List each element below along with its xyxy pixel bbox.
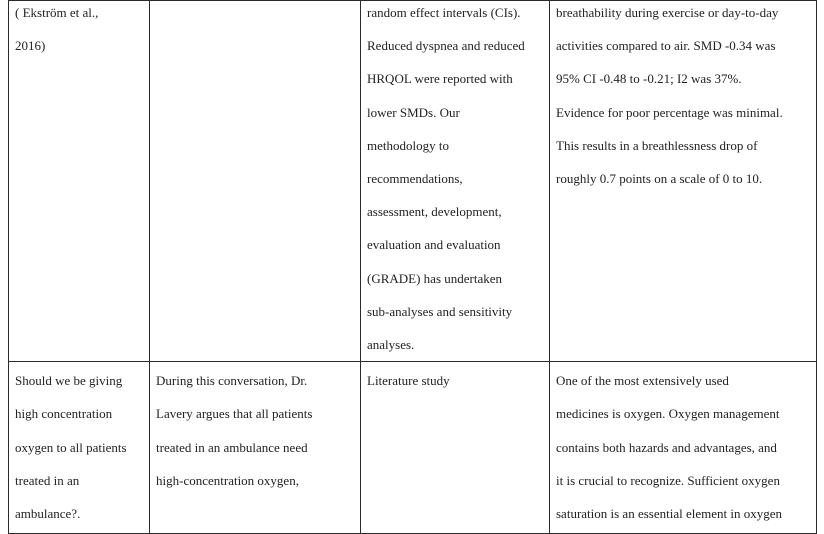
cell-line: Evidence for poor percentage was minimal. bbox=[556, 104, 783, 120]
cell-line: lower SMDs. Our bbox=[367, 104, 460, 120]
table-cell-summary bbox=[150, 1, 361, 362]
cell-line: contains both hazards and advantages, and bbox=[556, 439, 777, 455]
cell-line: breathability during exercise or day-to-day bbox=[556, 5, 779, 20]
cell-line: recommendations, bbox=[367, 171, 463, 187]
table-cell-findings bbox=[550, 362, 817, 534]
cell-line: it is crucial to recognize. Sufficient oxygen bbox=[556, 472, 780, 488]
cell-line: high-concentration oxygen, bbox=[156, 472, 299, 488]
cell-line: HRQOL were reported with bbox=[367, 71, 513, 87]
cell-line: activities compared to air. SMD -0.34 was bbox=[556, 38, 776, 54]
literature-table bbox=[8, 0, 817, 534]
cell-line: Literature study bbox=[367, 373, 450, 389]
cell-line: assessment, development, bbox=[367, 204, 502, 220]
cell-line: roughly 0.7 points on a scale of 0 to 10. bbox=[556, 171, 763, 187]
cell-line: ambulance?. bbox=[15, 506, 81, 522]
cell-line: 95% CI -0.48 to -0.21; I2 was 37%. bbox=[556, 71, 742, 87]
cell-line: evaluation and evaluation bbox=[367, 237, 501, 253]
cell-line: sub-analyses and sensitivity bbox=[367, 303, 513, 319]
table-row bbox=[9, 362, 817, 534]
cell-line: During this conversation, Dr. bbox=[156, 373, 308, 389]
cell-line: analyses. bbox=[367, 337, 415, 353]
cell-line: treated in an bbox=[15, 472, 80, 488]
table-cell-findings bbox=[550, 1, 817, 362]
cell-line: 2016) bbox=[15, 38, 46, 54]
table-cell-summary bbox=[150, 362, 361, 534]
cell-line: Reduced dyspnea and reduced bbox=[367, 38, 525, 54]
cell-line: ( Ekström et al., bbox=[15, 5, 99, 20]
cell-line: Lavery argues that all patients bbox=[156, 406, 313, 422]
cell-line: oxygen to all patients bbox=[15, 439, 127, 455]
cell-line: methodology to bbox=[367, 137, 449, 153]
cell-line: high concentration bbox=[15, 406, 113, 422]
cell-line: One of the most extensively used bbox=[556, 373, 729, 389]
table-cell-study bbox=[9, 1, 150, 362]
table-cell-study bbox=[9, 362, 150, 534]
table-cell-method bbox=[361, 1, 550, 362]
cell-line: random effect intervals (CIs). bbox=[367, 5, 521, 20]
cell-line: saturation is an essential element in oxygen bbox=[556, 506, 782, 522]
cell-line: treated in an ambulance need bbox=[156, 439, 308, 455]
cell-line: (GRADE) has undertaken bbox=[367, 270, 503, 286]
table-cell-method bbox=[361, 362, 550, 534]
cell-line: medicines is oxygen. Oxygen management bbox=[556, 406, 780, 422]
cell-line: This results in a breathlessness drop of bbox=[556, 137, 758, 153]
table-row bbox=[9, 1, 817, 362]
cell-line: Should we be giving bbox=[15, 373, 123, 389]
